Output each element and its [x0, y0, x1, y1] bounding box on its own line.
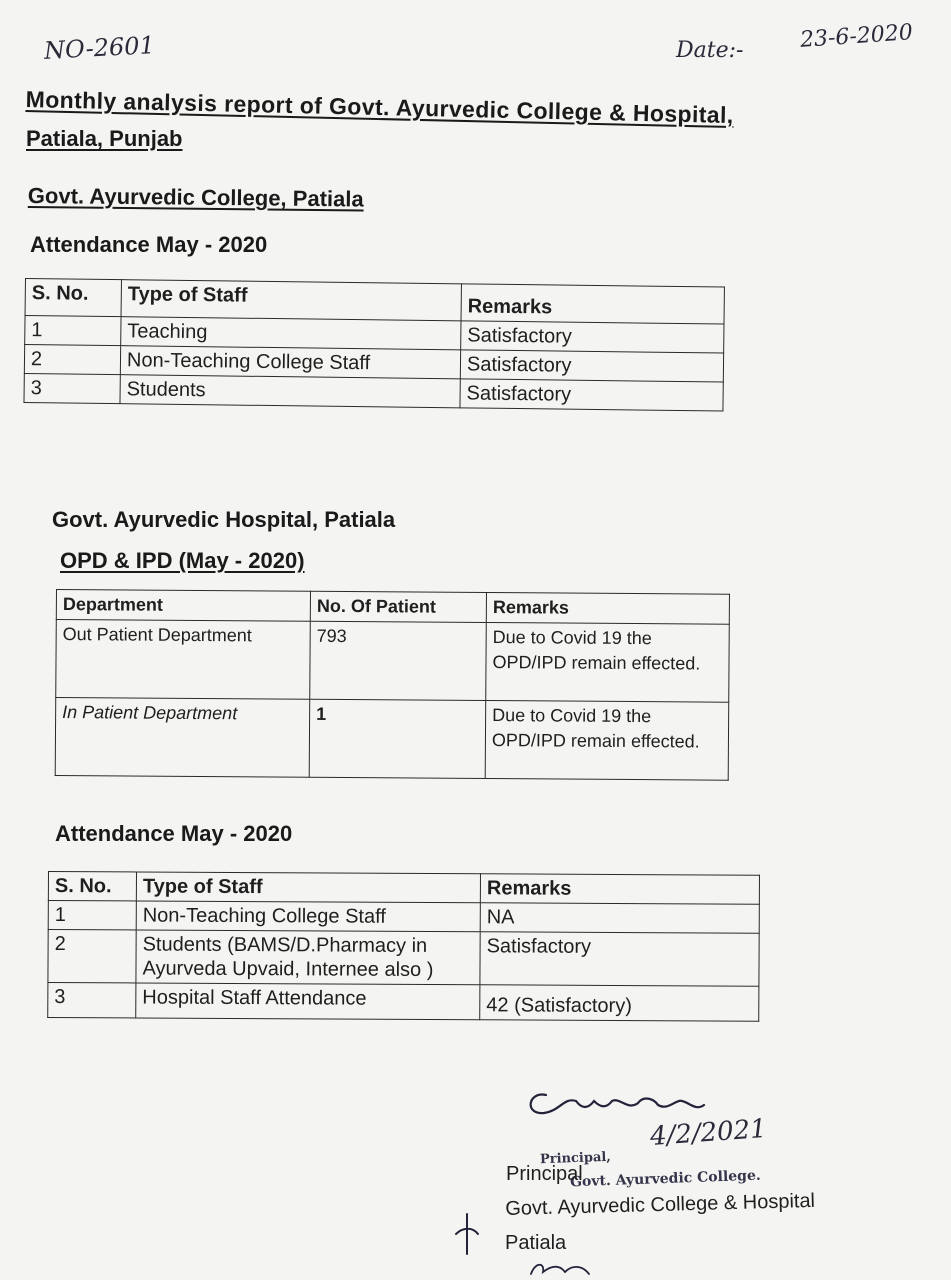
- signature-date: 4/2/2021: [649, 1113, 768, 1153]
- col-header-sno: S. No.: [25, 279, 121, 317]
- cell-type: Non-Teaching College Staff: [136, 901, 480, 932]
- col-header-remarks: Remarks: [461, 284, 724, 324]
- cell-type: Students: [120, 375, 460, 408]
- stamp-line2: Govt. Ayurvedic College.: [569, 1167, 762, 1191]
- cell-sno: 3: [48, 983, 136, 1018]
- cell-remarks: Satisfactory: [460, 379, 723, 411]
- cell-remarks: Satisfactory: [460, 350, 723, 382]
- cell-remarks: Due to Covid 19 the OPD/IPD remain effected.: [485, 701, 729, 781]
- cell-sno: 1: [48, 901, 136, 930]
- college-attendance-table: [23, 278, 724, 412]
- hospital-heading: Govt. Ayurvedic Hospital, Patiala: [52, 507, 396, 532]
- col-header-type: Type of Staff: [136, 872, 480, 903]
- signatory-institution: Govt. Ayurvedic College & Hospital: [505, 1189, 816, 1220]
- initials-scribble: [525, 1258, 595, 1280]
- col-header-patients: No. Of Patient: [310, 591, 486, 622]
- col-header-type: Type of Staff: [121, 280, 461, 321]
- cell-patients: 793: [310, 621, 487, 700]
- table-row: [56, 620, 730, 703]
- cell-sno: 2: [24, 345, 120, 375]
- cell-sno: 3: [24, 373, 120, 403]
- table-row: [48, 983, 759, 1022]
- signatory-title: Principal: [506, 1163, 583, 1185]
- cell-sno: 2: [48, 930, 136, 983]
- cell-department: In Patient Department: [55, 698, 310, 778]
- cell-remarks: Satisfactory: [480, 932, 759, 986]
- report-title-line1: Monthly analysis report of Govt. Ayurvedic College & Hospital,: [25, 86, 734, 129]
- cell-department: Out Patient Department: [56, 620, 311, 700]
- col-header-remarks: Remarks: [486, 593, 729, 625]
- hospital-attendance-heading: Attendance May - 2020: [55, 821, 293, 846]
- table-header-row: [48, 872, 759, 905]
- opd-ipd-heading: OPD & IPD (May - 2020): [60, 548, 305, 573]
- cell-remarks: 42 (Satisfactory): [480, 985, 759, 1021]
- date-value: 23-6-2020: [799, 20, 914, 53]
- margin-mark: [452, 1212, 482, 1258]
- cell-patients: 1: [309, 699, 486, 778]
- cell-remarks: NA: [480, 903, 759, 933]
- hospital-attendance-table: [47, 871, 760, 1022]
- cell-remarks: Satisfactory: [461, 321, 724, 353]
- college-heading: Govt. Ayurvedic College, Patiala: [27, 183, 364, 212]
- table-row: [55, 698, 729, 781]
- table-row: [48, 901, 759, 934]
- cell-type: Non-Teaching College Staff: [120, 346, 460, 379]
- college-attendance-heading: Attendance May - 2020: [30, 232, 268, 257]
- table-header-row: [56, 590, 729, 625]
- cell-type: Teaching: [121, 317, 461, 350]
- date-label: Date:-: [676, 38, 744, 63]
- col-header-department: Department: [56, 590, 310, 622]
- col-header-remarks: Remarks: [480, 874, 759, 904]
- signatory-city: Patiala: [505, 1232, 567, 1254]
- ref-number: NO-2601: [43, 31, 156, 65]
- opd-ipd-table: [55, 589, 730, 781]
- table-row: [48, 930, 759, 987]
- cell-type: Hospital Staff Attendance: [136, 983, 480, 1020]
- col-header-sno: S. No.: [48, 872, 136, 901]
- cell-remarks: Due to Covid 19 the OPD/IPD remain effected.: [486, 623, 730, 703]
- cell-type: Students (BAMS/D.Pharmacy in Ayurveda Upvaid, Internee also ): [136, 930, 480, 985]
- stamp-line1: Principal,: [539, 1149, 612, 1168]
- cell-sno: 1: [25, 316, 121, 346]
- report-title-line2: Patiala, Punjab: [26, 126, 183, 151]
